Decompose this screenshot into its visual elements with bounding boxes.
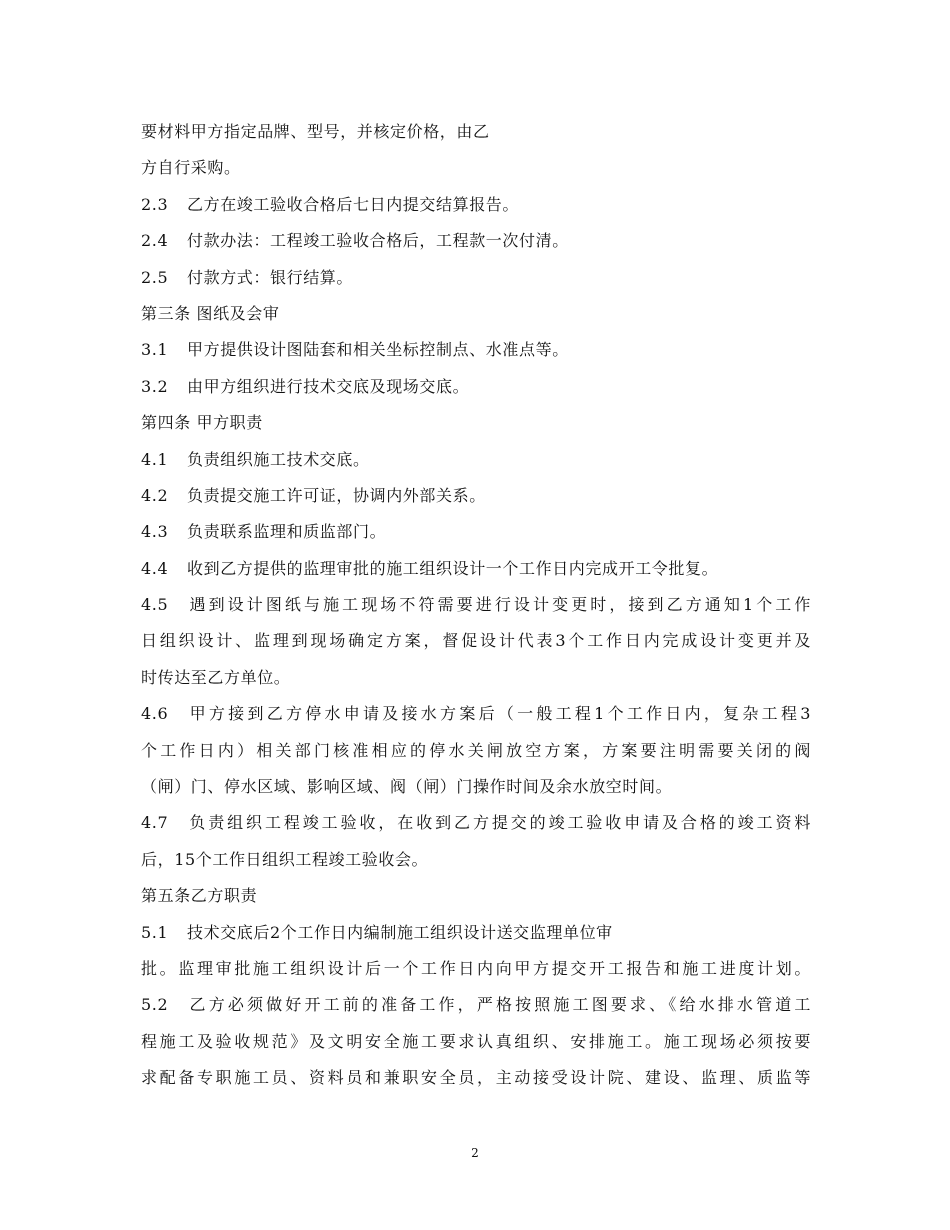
text-line <box>141 150 811 186</box>
line-text: 负责组织工程竣工验收，在收到乙方提交的竣工验收申请及合格的竣工资料 <box>187 813 811 833</box>
text-line <box>141 660 811 696</box>
text-line <box>141 842 811 878</box>
clause-number: 4.1 <box>141 449 169 469</box>
line-text: 时传达至乙方单位。 <box>141 667 291 687</box>
body-text <box>141 114 811 1097</box>
text-line <box>141 551 811 587</box>
line-text: 甲方提供设计图陆套和相关坐标控制点、水准点等。 <box>187 340 569 360</box>
clause-number: 4.2 <box>141 485 169 505</box>
text-line <box>141 769 811 805</box>
text-line <box>141 987 811 1023</box>
line-text: 个工作日内）相关部门核准相应的停水关闸放空方案，方案要注明需要关闭的阀 <box>141 740 811 760</box>
line-text: 乙方在竣工验收合格后七日内提交结算报告。 <box>187 194 520 214</box>
text-line <box>141 951 811 987</box>
text-line <box>141 442 811 478</box>
clause-number: 4.3 <box>141 522 169 542</box>
line-text: 负责组织施工技术交底。 <box>187 449 370 469</box>
text-line <box>141 260 811 296</box>
page-number: 2 <box>471 1146 479 1160</box>
text-line <box>141 733 811 769</box>
text-line <box>141 405 811 441</box>
text-line <box>141 478 811 514</box>
line-text: 付款方式：银行结算。 <box>187 267 354 287</box>
line-text: 由甲方组织进行技术交底及现场交底。 <box>187 376 470 396</box>
line-text: 第五条乙方职责 <box>141 886 258 906</box>
clause-number: 2.3 <box>141 194 169 214</box>
clause-number: 2.5 <box>141 267 169 287</box>
line-text: 第四条 甲方职责 <box>141 413 263 433</box>
clause-number: 5.1 <box>141 922 169 942</box>
text-line <box>141 623 811 659</box>
line-text: 甲方接到乙方停水申请及接水方案后（一般工程1个工作日内，复杂工程3 <box>187 704 811 724</box>
text-line <box>141 805 811 841</box>
text-line <box>141 1060 811 1096</box>
line-text: 负责联系监理和质监部门。 <box>187 522 387 542</box>
line-text: 后，15个工作日组织工程竣工验收会。 <box>141 849 429 869</box>
text-line <box>141 223 811 259</box>
line-text: 遇到设计图纸与施工现场不符需要进行设计变更时，接到乙方通知1个工作 <box>187 595 811 615</box>
text-line <box>141 696 811 732</box>
text-line <box>141 332 811 368</box>
text-line <box>141 878 811 914</box>
clause-number: 4.5 <box>141 595 169 615</box>
clause-number: 4.7 <box>141 813 169 833</box>
text-line <box>141 187 811 223</box>
line-text: （闸）门、停水区域、影响区域、阀（闸）门操作时间及余水放空时间。 <box>141 777 673 797</box>
line-text: 第三条 图纸及会审 <box>141 303 280 323</box>
clause-number: 5.2 <box>141 995 169 1015</box>
clause-number: 3.1 <box>141 340 169 360</box>
text-line <box>141 369 811 405</box>
line-text: 要材料甲方指定品牌、型号，并核定价格，由乙 <box>141 122 490 141</box>
line-text: 负责提交施工许可证，协调内外部关系。 <box>187 485 486 505</box>
line-text: 付款办法：工程竣工验收合格后，工程款一次付清。 <box>187 231 569 251</box>
clause-number: 4.4 <box>141 558 169 578</box>
clause-number: 4.6 <box>141 704 169 724</box>
text-line <box>141 296 811 332</box>
text-line <box>141 915 811 951</box>
line-text: 批。监理审批施工组织设计后一个工作日内向甲方提交开工报告和施工进度计划。 <box>141 958 811 978</box>
text-line <box>141 514 811 550</box>
text-line <box>141 1024 811 1060</box>
text-line <box>141 587 811 623</box>
text-line <box>141 114 811 150</box>
line-text: 日组织设计、监理到现场确定方案，督促设计代表3个工作日内完成设计变更并及 <box>141 631 811 651</box>
line-text: 乙方必须做好开工前的准备工作，严格按照施工图要求、《给水排水管道工 <box>187 995 811 1015</box>
line-text: 程施工及验收规范》及文明安全施工要求认真组织、安排施工。施工现场必须按要 <box>141 1031 811 1051</box>
clause-number: 3.2 <box>141 376 169 396</box>
line-text: 方自行采购。 <box>141 158 241 178</box>
clause-number: 2.4 <box>141 231 169 251</box>
line-text: 技术交底后2个工作日内编制施工组织设计送交监理单位审 <box>187 922 613 942</box>
line-text: 收到乙方提供的监理审批的施工组织设计一个工作日内完成开工令批复。 <box>187 558 719 578</box>
line-text: 求配备专职施工员、资料员和兼职安全员，主动接受设计院、建设、监理、质监等 <box>141 1068 811 1088</box>
